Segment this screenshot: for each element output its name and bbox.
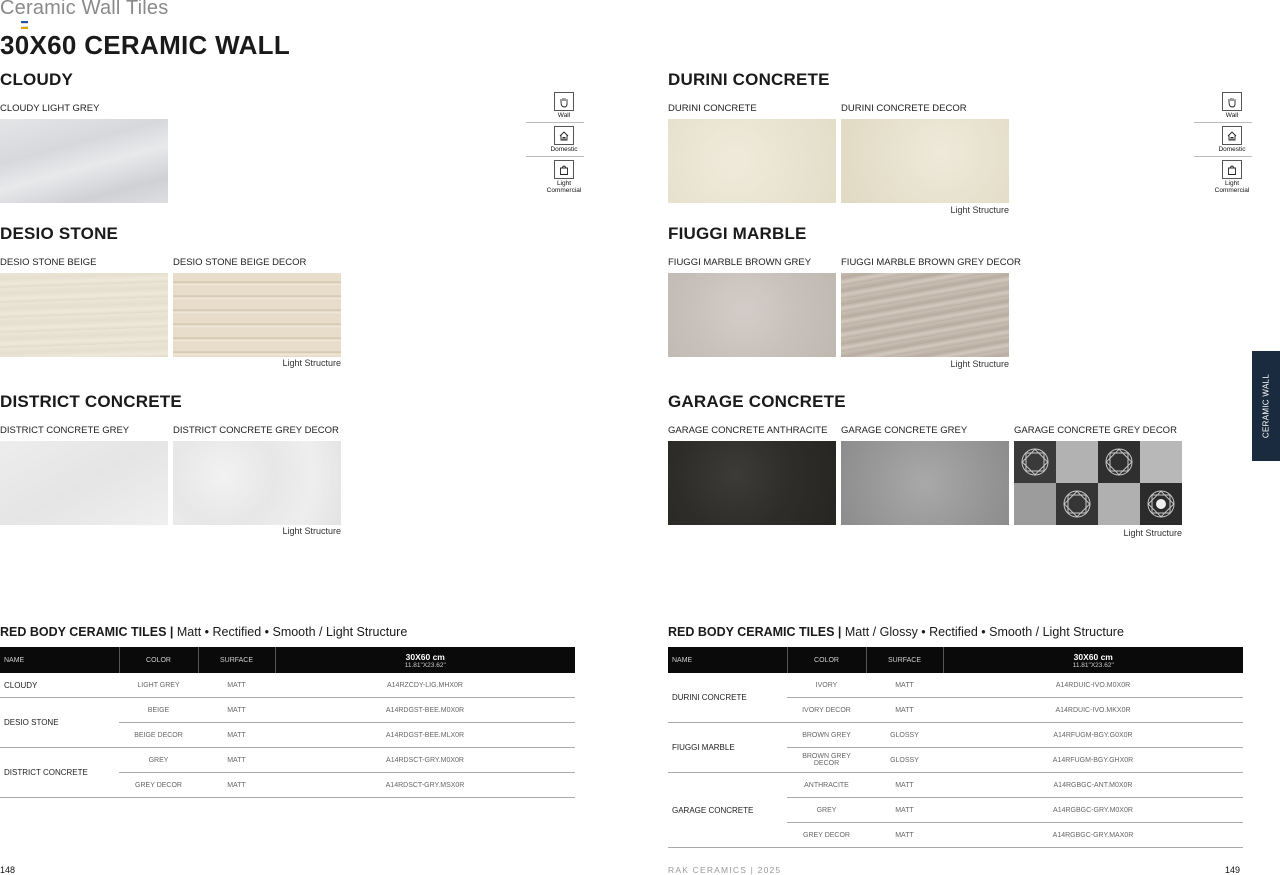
left-spec-table bbox=[0, 647, 575, 798]
cell-surface: MATT bbox=[866, 698, 943, 723]
collection-title-desio: DESIO STONE bbox=[0, 224, 119, 243]
cell-color: GREY bbox=[787, 798, 866, 823]
tile-image-garage-concrete-grey bbox=[841, 441, 1009, 525]
collection-title-garage: GARAGE CONCRETE bbox=[668, 392, 846, 411]
usage-label: Light Commercial bbox=[546, 180, 582, 194]
table-row bbox=[668, 773, 1243, 798]
cell-surface: MATT bbox=[866, 798, 943, 823]
category-title: Ceramic Wall Tiles bbox=[0, 0, 169, 19]
section-side-tab[interactable] bbox=[1252, 351, 1280, 461]
usage-domestic bbox=[1212, 126, 1252, 157]
col-header-size: 30X60 cm 11.81"X23.62" bbox=[943, 647, 1243, 673]
tile-label: DESIO STONE BEIGE DECOR bbox=[173, 257, 307, 268]
cell-surface: MATT bbox=[866, 673, 943, 698]
cell-color: BEIGE DECOR bbox=[119, 723, 198, 748]
hand-icon bbox=[554, 92, 574, 111]
tile-label: GARAGE CONCRETE GREY DECOR bbox=[1014, 425, 1177, 436]
cell-name: DESIO STONE bbox=[0, 698, 119, 748]
tile-label: FIUGGI MARBLE BROWN GREY bbox=[668, 257, 812, 268]
cell-surface: MATT bbox=[198, 723, 275, 748]
table-header-row bbox=[0, 647, 575, 673]
cell-surface: MATT bbox=[866, 823, 943, 848]
usage-domestic bbox=[544, 126, 584, 157]
cell-color: BROWN GREY bbox=[787, 723, 866, 748]
collection-title-cloudy: CLOUDY bbox=[0, 70, 73, 89]
tile-label: FIUGGI MARBLE BROWN GREY DECOR bbox=[841, 257, 1021, 268]
tile-label: DESIO STONE BEIGE bbox=[0, 257, 97, 268]
col-header-name: NAME bbox=[668, 647, 787, 673]
cell-name: FIUGGI MARBLE bbox=[668, 723, 787, 773]
col-header-surface: SURFACE bbox=[198, 647, 275, 673]
cell-code: A14RDSCT-GRY.MSX0R bbox=[275, 773, 575, 798]
col-header-name: NAME bbox=[0, 647, 119, 673]
usage-light-commercial bbox=[544, 160, 584, 194]
collection-title-district: DISTRICT CONCRETE bbox=[0, 392, 182, 411]
structure-note: Light Structure bbox=[950, 359, 1009, 369]
cell-surface: MATT bbox=[198, 748, 275, 773]
usage-label: Domestic bbox=[550, 146, 578, 153]
footer-brand: RAK CERAMICS | 2025 bbox=[668, 865, 782, 875]
collection-title-fiuggi: FIUGGI MARBLE bbox=[668, 224, 807, 243]
tile-label: DISTRICT CONCRETE GREY DECOR bbox=[173, 425, 339, 436]
cell-color: BEIGE bbox=[119, 698, 198, 723]
tile-image-cloudy-light-grey bbox=[0, 119, 168, 203]
col-header-surface: SURFACE bbox=[866, 647, 943, 673]
usage-light-commercial bbox=[1212, 160, 1252, 194]
structure-note: Light Structure bbox=[950, 205, 1009, 215]
cell-color: GREY bbox=[119, 748, 198, 773]
house-icon bbox=[554, 126, 574, 145]
tile-image-desio-stone-beige-decor bbox=[173, 273, 341, 357]
cell-code: A14RGBGC-GRY.M0X0R bbox=[943, 798, 1243, 823]
cell-code: A14RGBGC-ANT.M0X0R bbox=[943, 773, 1243, 798]
tile-label: GARAGE CONCRETE GREY bbox=[841, 425, 968, 436]
col-header-size: 30X60 cm 11.81"X23.62" bbox=[275, 647, 575, 673]
cell-code: A14RGBGC-GRY.MAX0R bbox=[943, 823, 1243, 848]
cell-color: LIGHT GREY bbox=[119, 673, 198, 698]
cell-color: IVORY bbox=[787, 673, 866, 698]
usage-icons-right bbox=[1212, 92, 1252, 194]
cell-surface: GLOSSY bbox=[866, 748, 943, 773]
table-row bbox=[0, 698, 575, 723]
left-table-heading: RED BODY CERAMIC TILES | Matt • Rectified • Smooth / Light Structure bbox=[0, 625, 408, 639]
structure-note: Light Structure bbox=[282, 358, 341, 368]
page-title: 30X60 CERAMIC WALL bbox=[0, 30, 291, 60]
tile-image-district-concrete-grey-decor bbox=[173, 441, 341, 525]
tile-image-district-concrete-grey bbox=[0, 441, 168, 525]
cell-name: DISTRICT CONCRETE bbox=[0, 748, 119, 798]
cell-code: A14RFUGM-BGY.G0X0R bbox=[943, 723, 1243, 748]
structure-note: Light Structure bbox=[1123, 528, 1182, 538]
flag-icon bbox=[21, 21, 28, 27]
tile-image-durini-concrete-decor bbox=[841, 119, 1009, 203]
shopping-bag-icon bbox=[554, 160, 574, 179]
cell-color: IVORY DECOR bbox=[787, 698, 866, 723]
table-row bbox=[0, 673, 575, 698]
usage-label: Light Commercial bbox=[1214, 180, 1250, 194]
cell-color: ANTHRACITE bbox=[787, 773, 866, 798]
right-spec-table bbox=[668, 647, 1243, 848]
house-icon bbox=[1222, 126, 1242, 145]
col-header-color: COLOR bbox=[787, 647, 866, 673]
tile-label: DISTRICT CONCRETE GREY bbox=[0, 425, 130, 436]
cell-color: BROWN GREY DECOR bbox=[787, 748, 866, 773]
cell-name: CLOUDY bbox=[0, 673, 119, 698]
usage-label: Wall bbox=[1225, 112, 1239, 119]
usage-icons-left bbox=[544, 92, 584, 194]
usage-wall bbox=[544, 92, 584, 123]
tile-label: CLOUDY LIGHT GREY bbox=[0, 103, 100, 114]
cell-surface: MATT bbox=[198, 673, 275, 698]
cell-code: A14RDUIC-IVO.MKX0R bbox=[943, 698, 1243, 723]
right-table-heading: RED BODY CERAMIC TILES | Matt / Glossy • Rectified • Smooth / Light Structure bbox=[668, 625, 1124, 639]
tile-image-garage-concrete-grey-decor bbox=[1014, 441, 1182, 525]
tile-label: DURINI CONCRETE DECOR bbox=[841, 103, 967, 114]
cell-surface: MATT bbox=[198, 773, 275, 798]
cell-surface: MATT bbox=[866, 773, 943, 798]
tile-image-durini-concrete bbox=[668, 119, 836, 203]
page-number-right: 149 bbox=[1225, 865, 1241, 875]
cell-name: DURINI CONCRETE bbox=[668, 673, 787, 723]
tile-image-garage-concrete-anthracite bbox=[668, 441, 836, 525]
cell-color: GREY DECOR bbox=[119, 773, 198, 798]
tile-label: DURINI CONCRETE bbox=[668, 103, 757, 114]
col-header-color: COLOR bbox=[119, 647, 198, 673]
shopping-bag-icon bbox=[1222, 160, 1242, 179]
table-header-row bbox=[668, 647, 1243, 673]
page-number-left: 148 bbox=[0, 865, 16, 875]
hand-icon bbox=[1222, 92, 1242, 111]
tile-image-desio-stone-beige bbox=[0, 273, 168, 357]
cell-surface: GLOSSY bbox=[866, 723, 943, 748]
table-row bbox=[668, 723, 1243, 748]
cell-name: GARAGE CONCRETE bbox=[668, 773, 787, 848]
usage-label: Domestic bbox=[1218, 146, 1246, 153]
table-row bbox=[668, 673, 1243, 698]
tile-image-fiuggi-marble-brown-grey-decor bbox=[841, 273, 1009, 357]
tile-image-fiuggi-marble-brown-grey bbox=[668, 273, 836, 357]
cell-code: A14RZCDY-LIG.MHX0R bbox=[275, 673, 575, 698]
cell-surface: MATT bbox=[198, 698, 275, 723]
side-tab-label: CERAMIC WALL bbox=[1261, 373, 1271, 439]
tile-label: GARAGE CONCRETE ANTHRACITE bbox=[668, 425, 828, 436]
cell-code: A14RDGST-BEE.MLX0R bbox=[275, 723, 575, 748]
collection-title-durini: DURINI CONCRETE bbox=[668, 70, 830, 89]
cell-code: A14RDSCT-GRY.M0X0R bbox=[275, 748, 575, 773]
structure-note: Light Structure bbox=[282, 526, 341, 536]
usage-wall bbox=[1212, 92, 1252, 123]
usage-label: Wall bbox=[557, 112, 571, 119]
cell-code: A14RFUGM-BGY.GHX0R bbox=[943, 748, 1243, 773]
table-row bbox=[0, 748, 575, 773]
cell-code: A14RDUIC-IVO.M0X0R bbox=[943, 673, 1243, 698]
cell-code: A14RDGST-BEE.M0X0R bbox=[275, 698, 575, 723]
cell-color: GREY DECOR bbox=[787, 823, 866, 848]
